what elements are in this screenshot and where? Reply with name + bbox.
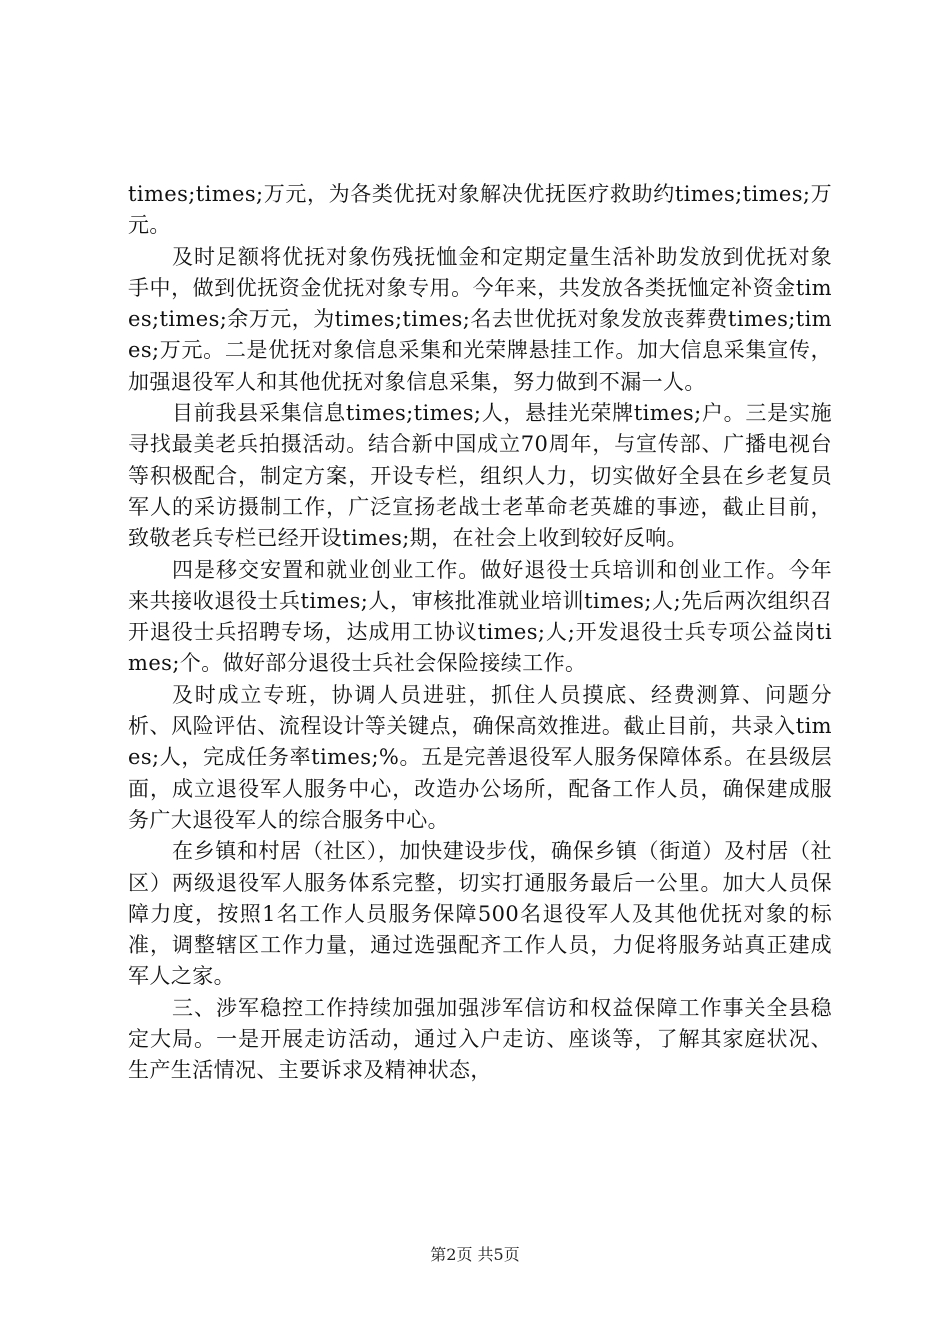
- paragraph-continuation: times;times;万元，为各类优抚对象解决优抚医疗救助约times;times;万元。: [128, 182, 832, 238]
- paragraph-pension-payment: 及时足额将优抚对象伤残抚恤金和定期定量生活补助发放到优抚对象手中，做到优抚资金优抚对象专用。今年来，共发放各类抚恤定补资金times;times;余万元，为times;times;名去世优抚对象发放丧葬费times;times;万元。二是优抚对象信息采集和光荣牌悬挂工作。加大信息采集宣传，加强退役军人和其他优抚对象信息采集，努力做到不漏一人。: [128, 244, 832, 394]
- paragraph-resettlement: 四是移交安置和就业创业工作。做好退役士兵培训和创业工作。今年来共接收退役士兵times;人，审核批准就业培训times;人;先后两次组织召开退役士兵招聘专场，达成用工协议times;人;开发退役士兵专项公益岗times;个。做好部分退役士兵社会保险接续工作。: [128, 557, 832, 676]
- page-number-footer: 第2页 共5页: [430, 1245, 520, 1264]
- paragraph-township-service: 在乡镇和村居（社区），加快建设步伐，确保乡镇（街道）及村居（社区）两级退役军人服务体系完整，切实打通服务最后一公里。加大人员保障力度，按照1名工作人员服务保障500名退役军人及其他优抚对象的标准，调整辖区工作力量，通过选强配齐工作人员，力促将服务站真正建成军人之家。: [128, 839, 832, 989]
- paragraph-stability-control: 三、涉军稳控工作持续加强加强涉军信访和权益保障工作事关全县稳定大局。一是开展走访活动，通过入户走访、座谈等，了解其家庭状况、生产生活情况、主要诉求及精神状态，: [128, 995, 832, 1083]
- paragraph-info-collection: 目前我县采集信息times;times;人，悬挂光荣牌times;户。三是实施寻找最美老兵拍摄活动。结合新中国成立70周年，与宣传部、广播电视台等积极配合，制定方案，开设专栏，组织人力，切实做好全县在乡老复员军人的采访摄制工作，广泛宣扬老战士老革命老英雄的事迹，截止目前，致敬老兵专栏已经开设times;期，在社会上收到较好反响。: [128, 401, 832, 551]
- paragraph-special-team: 及时成立专班，协调人员进驻，抓住人员摸底、经费测算、问题分析、风险评估、流程设计等关键点，确保高效推进。截止目前，共录入times;人，完成任务率times;%。五是完善退役军人服务保障体系。在县级层面，成立退役军人服务中心，改造办公场所，配备工作人员，确保建成服务广大退役军人的综合服务中心。: [128, 682, 832, 832]
- document-body: [128, 179, 832, 1087]
